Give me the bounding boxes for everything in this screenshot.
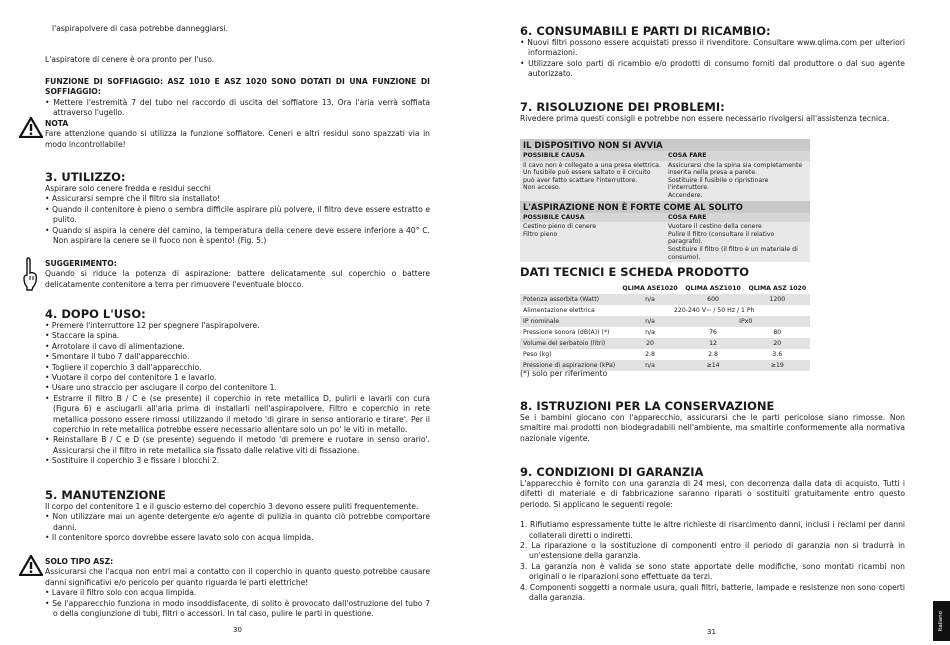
cell: 12 xyxy=(681,338,744,349)
cell: 600 xyxy=(681,294,744,305)
blow-function xyxy=(45,77,430,119)
cell: 20 xyxy=(745,338,810,349)
section-4-title: 4. DOPO L'USO: xyxy=(45,307,146,321)
list-item: • Il contenitore sporco dovrebbe essere lavato solo con acqua limpida. xyxy=(45,533,430,543)
cell: IPx0 xyxy=(681,316,810,327)
list-item: • Assicurarsi sempre che il filtro sia installato! xyxy=(45,194,430,204)
cell: 220-240 V~ / 50 Hz / 1 Ph xyxy=(674,306,755,314)
actions-cell xyxy=(665,222,810,262)
specs-note: (*) solo per riferimento xyxy=(520,369,608,378)
cell: 20 xyxy=(619,338,682,349)
cause: Cestino pieno di cenere xyxy=(523,223,597,231)
table-row xyxy=(520,305,810,316)
table-row xyxy=(520,349,810,360)
list-item: • Premere l'interruttore 12 per spegnere l'aspirapolvere. xyxy=(45,321,430,331)
action: Assicurarsi che la spina sia completamente inserita nella presa a parete. xyxy=(668,161,803,177)
action: Sostituire il filtro (il filtro è un materiale di consumo). xyxy=(668,245,798,261)
nota-text: Fare attenzione quando si utilizza la funzione soffiatore. Ceneri e altri residui sono spazzati via in modo incontrollabile! xyxy=(45,129,430,149)
section-5 xyxy=(45,489,430,544)
row-label: Pressione sonora (dB(A)) (*) xyxy=(523,328,610,336)
list-item: • Lavare il filtro solo con acqua limpida. xyxy=(45,588,430,598)
list-item: • Arrotolare il cavo di alimentazione. xyxy=(45,342,430,352)
nota-block xyxy=(45,119,430,150)
blow-title: FUNZIONE DI SOFFIAGGIO: ASZ 1010 E ASZ 1020 SONO DOTATI DI UNA FUNZIONE DI SOFFIAGGIO: xyxy=(45,77,430,97)
section-6 xyxy=(520,25,905,80)
list-item: • Sostituire il coperchio 3 e fissare i blocchi 2. xyxy=(45,456,430,466)
cell: ≥14 xyxy=(681,360,744,371)
row-label: Peso (kg) xyxy=(523,350,552,358)
tip-block xyxy=(45,259,430,290)
cell: n/a xyxy=(619,316,682,327)
page-number-right: 31 xyxy=(707,628,716,636)
cell: 1200 xyxy=(745,294,810,305)
section-9-intro: L'apparecchio è fornito con una garanzia di 24 mesi, con decorrenza dalla data di acquisto. Tutti i difetti di materiale e di fabbricazione saranno riparati o sostituiti gratuitamente entro questo periodo. Si applicano le seguenti regole: xyxy=(520,479,905,509)
column-header: QLIMA ASZ1010 xyxy=(685,284,741,292)
page-number-left: 30 xyxy=(233,626,242,634)
nota-title: NOTA xyxy=(45,119,69,128)
section-8-title: 8. ISTRUZIONI PER LA CONSERVAZIONE xyxy=(520,399,775,413)
list-item: • Togliere il coperchio 3 dall'apparecchio. xyxy=(45,363,430,373)
cell: n/a xyxy=(645,328,655,336)
section-9 xyxy=(520,466,905,603)
list-item: • Estrarre il filtro B / C e (se presente) il coperchio in rete metallica D, pulirli e lavarli con cura (Figura 6) e asciugarli all'aria prima di installarli nell'aspirapolvere. Filtro e coperchio in rete metallica possono essere rimossi utilizzando il metodo 'di girare in senso antiorario e tirare'. Per il coperchio in rete metallica potrebbe essere necessario allentare solo un po' le viti in metallo. xyxy=(45,394,430,436)
specs-table xyxy=(520,283,810,371)
actions-cell xyxy=(665,161,810,201)
specs-title: DATI TECNICI E SCHEDA PRODOTTO xyxy=(520,265,750,279)
list-item: • Quando il contenitore è pieno o sembra difficile aspirare più polvere, il filtro deve essere estratto e pulito. xyxy=(45,205,430,226)
cause: Non acceso. xyxy=(523,184,561,192)
list-item: • Quando si aspira la cenere del camino, la temperatura della cenere deve essere inferiore a 40° C. Non aspirare la cenere se il fuoco non è spento! (Fig. 5.) xyxy=(45,226,430,247)
section-3 xyxy=(45,171,430,246)
column-header: QLIMA ASZ 1020 xyxy=(748,284,807,292)
action-header: COSA FARE xyxy=(665,151,810,161)
list-item: • Reinstallare B / C e D (se presente) seguendo il metodo 'di premere e ruotare in senso orario'. Assicurarsi che il filtro in rete metallica sia fissato dalle relative viti di fissazione. xyxy=(45,435,430,456)
list-item: 2. La riparazione o la sostituzione di componenti entro il periodo di garanzia non si tradurrà in un'estensione della garanzia. xyxy=(520,541,905,561)
action: Accendere. xyxy=(668,191,703,199)
list-item: • Nuovi filtri possono essere acquistati presso il rivenditore. Consultare www.qlima.com per ulteriori informazioni. xyxy=(520,38,905,59)
blow-bullet: • Mettere l'estremità 7 del tubo nel raccordo di uscita del soffiatore 13. Ora l'aria verrà soffiata attraverso l'ugello. xyxy=(45,98,430,119)
list-item: • Non utilizzare mai un agente detergente e/o agente di pulizia in quanto ciò potrebbe comportare danni. xyxy=(45,512,430,533)
table-row xyxy=(520,338,810,349)
list-item: 4. Componenti soggetti a normale usura, quali filtri, batterie, lampade e resistenze non sono coperti dalla garanzia. xyxy=(520,582,905,603)
list-item: • Se l'apparecchio funziona in modo insoddisfacente, di solito è provocato dall'ostruzione del tubo 7 o della congiunzione di tubi, filtri o accessori. In tal caso, pulire le parti in questione. xyxy=(45,599,430,620)
action: Pulire il filtro (consultare il relativo paragrafo). xyxy=(668,230,775,246)
list-item: • Usare uno straccio per asciugare il corpo del contenitore 1. xyxy=(45,383,430,393)
cell: 76 xyxy=(709,328,717,336)
trouble-title: L'ASPIRAZIONE NON È FORTE COME AL SOLITO xyxy=(520,201,810,213)
causes-cell xyxy=(520,161,665,201)
intro-line: l'aspirapolvere di casa potrebbe danneggiarsi. xyxy=(52,24,229,33)
table-row xyxy=(520,294,810,305)
row-label: Alimentazione elettrica xyxy=(523,306,595,314)
language-label: Italiano xyxy=(938,610,945,632)
action-header: COSA FARE xyxy=(665,213,810,223)
table-row xyxy=(520,327,810,338)
row-label: Potenza assorbita (Watt) xyxy=(520,294,619,305)
cell: n/a xyxy=(619,360,682,371)
list-item: • Utilizzare solo parti di ricambio e/o prodotti di consumo forniti dal produttore o dal suo agente autorizzato. xyxy=(520,59,905,80)
list-item: • Vuotare il corpo del contenitore 1 e lavarlo. xyxy=(45,373,430,383)
row-label: Volume del serbatoio (litri) xyxy=(520,338,619,349)
section-7 xyxy=(520,101,905,124)
list-item: • Staccare la spina. xyxy=(45,331,430,341)
tip-title: SUGGERIMENTO: xyxy=(45,259,117,268)
section-8-text: Se i bambini giocano con l'apparecchio, assicurarsi che le parti pericolose siano rimosse. Non smaltire mai prodotti non biodegradabili nell'ambiente, ma smaltirle conformemente alla normativa nazionale vigente. xyxy=(520,413,905,443)
warning-icon xyxy=(19,555,43,576)
column-header: QLIMA ASE1020 xyxy=(622,284,678,292)
section-8 xyxy=(520,400,905,444)
list-item: 3. La garanzia non è valida se sono state apportate delle modifiche, sono montati ricambi non originali o le riparazioni sono effettuate da terzi. xyxy=(520,561,905,582)
action: Vuotare il cestino della cenere xyxy=(668,223,762,231)
language-tab xyxy=(933,601,950,641)
pointing-hand-icon xyxy=(22,257,38,291)
cause: Filtro pieno xyxy=(523,230,558,238)
table-row xyxy=(520,316,810,327)
cell: 80 xyxy=(773,328,782,336)
section-3-title: 3. UTILIZZO: xyxy=(45,170,126,184)
section-7-title: 7. RISOLUZIONE DEI PROBLEMI: xyxy=(520,100,725,114)
asz-text: Assicurarsi che l'acqua non entri mai a contatto con il coperchio in quanto questo potrebbe causare danni significativi e/o pericolo per quanto riguarda le parti elettriche! xyxy=(45,567,430,587)
section-6-title: 6. CONSUMABILI E PARTI DI RICAMBIO: xyxy=(520,24,771,38)
asz-title: SOLO TIPO ASZ: xyxy=(45,557,114,566)
section-3-intro: Aspirare solo cenere fredda e residui secchi xyxy=(45,184,211,193)
list-item: 1. Rifiutiamo espressamente tutte le altre richieste di risarcimento danni, inclusi i reclami per danni collaterali diretti o indiretti. xyxy=(520,520,905,540)
cause: Un fusibile può essere saltato o il circuito può aver fatto scattare l'interruttore. xyxy=(523,169,651,184)
causes-cell xyxy=(520,222,665,262)
ready-text: L'aspiratore di cenere è ora pronto per l'uso. xyxy=(45,55,215,64)
section-4 xyxy=(45,308,430,467)
row-label: IP nominale xyxy=(520,316,619,327)
cause: Il cavo non è collegato a una presa elettrica. xyxy=(523,161,661,169)
section-9-title: 9. CONDIZIONI DI GARANZIA xyxy=(520,465,704,479)
row-label: Pressione di aspirazione (kPa) xyxy=(520,360,619,371)
cell: 3.6 xyxy=(772,350,783,358)
troubleshooting-table xyxy=(520,139,810,262)
cell: 2.8 xyxy=(708,350,718,358)
asz-block xyxy=(45,557,430,619)
list-item: • Smontare il tubo 7 dall'apparecchio. xyxy=(45,352,430,362)
cause-header: POSSIBILE CAUSA xyxy=(520,213,665,223)
action: Sostituire il fusibile o ripristinare l'interruttore. xyxy=(668,176,769,192)
section-5-intro: Il corpo del contenitore 1 e il guscio esterno del coperchio 3 devono essere puliti frequentemente. xyxy=(45,502,419,511)
trouble-title: IL DISPOSITIVO NON SI AVVIA xyxy=(520,139,810,151)
section-5-title: 5. MANUTENZIONE xyxy=(45,488,166,502)
cell: ≥19 xyxy=(745,360,810,371)
cell: 2.8 xyxy=(645,350,655,358)
cause-header: POSSIBILE CAUSA xyxy=(520,151,665,161)
tip-text: Quando si riduce la potenza di aspirazione: battere delicatamente sul coperchio o battere delicatamente contenitore a terra per rimuovere l'eventuale blocco. xyxy=(45,269,430,289)
cell: n/a xyxy=(619,294,682,305)
section-7-intro: Rivedere prima questi consigli e potrebbe non essere necessario rivolgersi all'assistenza tecnica. xyxy=(520,114,890,123)
warning-icon xyxy=(19,117,43,138)
